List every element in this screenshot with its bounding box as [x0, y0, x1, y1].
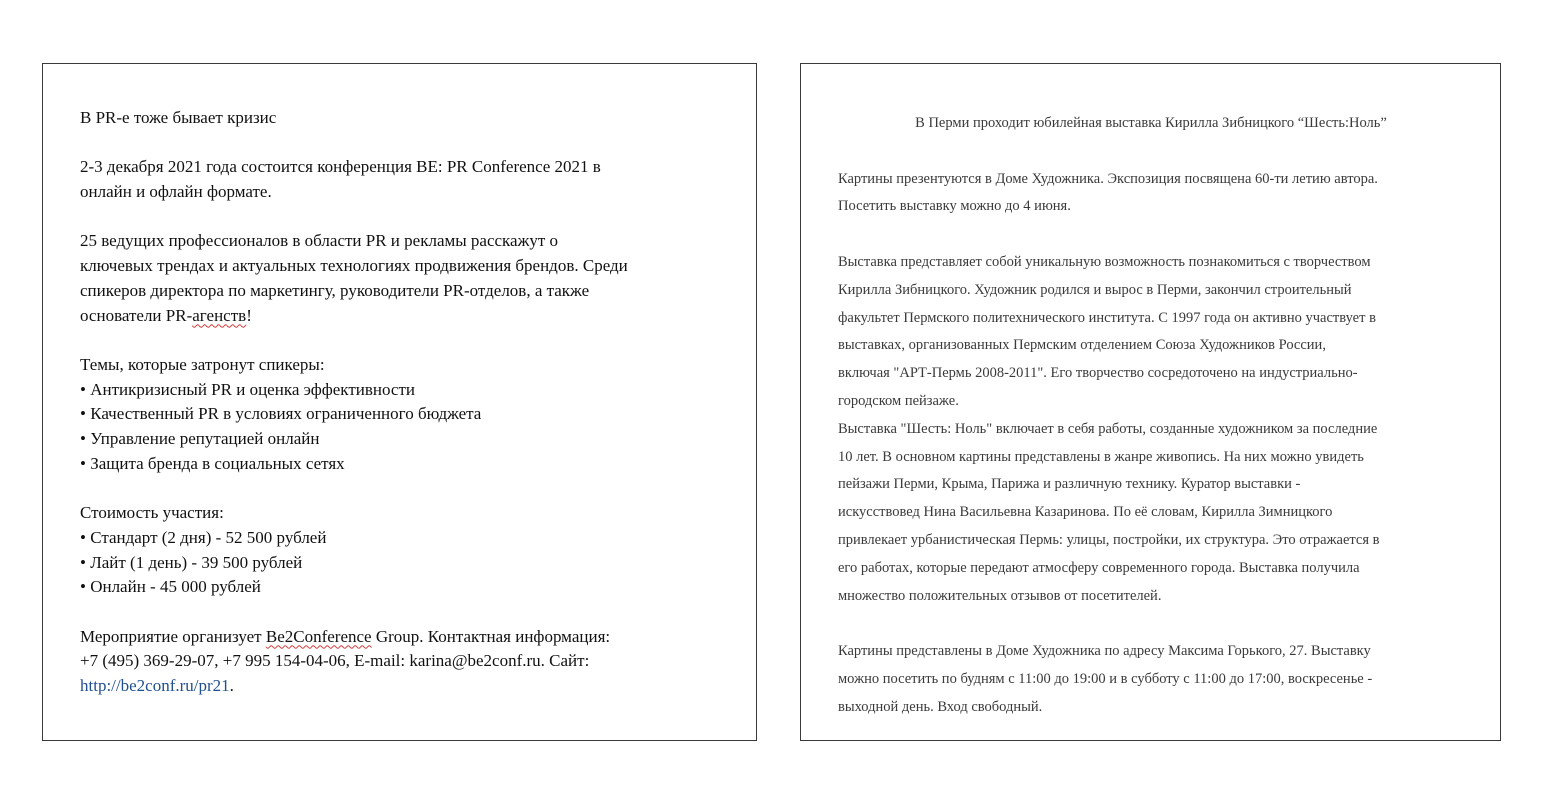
- paragraph-line: Картины представлены в Доме Художника по адресу Максима Горького, 27. Выставку: [838, 643, 1371, 660]
- price-item: • Лайт (1 день) - 39 500 рублей: [80, 552, 303, 572]
- prices-title: Стоимость участия:: [80, 503, 224, 523]
- paragraph-line: можно посетить по будням с 11:00 до 19:00 и в субботу с 11:00 до 17:00, воскресенье -: [838, 670, 1373, 687]
- paragraph-line: спикеров директора по маркетингу, руководители PR-отделов, а также: [80, 280, 590, 300]
- spellcheck-word[interactable]: агенств: [192, 305, 247, 325]
- doc-title: В Перми проходит юбилейная выставка Кирилла Зибницкого “Шесть:Ноль”: [915, 115, 1387, 131]
- doc-heading: В PR-е тоже бывает кризис: [80, 108, 277, 127]
- paragraph-line: Выставка "Шесть: Ноль" включает в себя работы, созданные художником за последние: [838, 420, 1378, 437]
- document-pr-conference: [42, 63, 757, 741]
- price-item: • Стандарт (2 дня) - 52 500 рублей: [80, 527, 327, 547]
- paragraph-line: его работах, которые передают атмосферу современного города. Выставка получила: [838, 559, 1360, 576]
- paragraph-line: включая "АРТ-Пермь 2008-2011". Его творчество сосредоточено на индустриально-: [838, 365, 1358, 382]
- paragraph-line: [80, 304, 720, 329]
- text-span: !: [246, 305, 252, 325]
- document-exhibition: [800, 63, 1501, 741]
- text-span: Мероприятие организует: [80, 626, 266, 646]
- text-span: Group. Контактная информация:: [371, 626, 611, 646]
- paragraph-line: пейзажи Перми, Крыма, Парижа и различную технику. Куратор выставки -: [838, 476, 1301, 493]
- paragraph-line: 25 ведущих профессионалов в области PR и рекламы расскажут о: [80, 231, 559, 251]
- paragraph-line: ключевых трендах и актуальных технологиях продвижения брендов. Среди: [80, 256, 628, 276]
- paragraph-line: городском пейзаже.: [838, 392, 959, 409]
- paragraph-line: выставках, организованных Пермским отделением Союза Художников России,: [838, 337, 1326, 354]
- topic-item: • Качественный PR в условиях ограниченного бюджета: [80, 404, 482, 424]
- topic-item: • Защита бренда в социальных сетях: [80, 453, 345, 473]
- site-line: [80, 674, 720, 699]
- paragraph-line: выходной день. Вход свободный.: [838, 698, 1043, 715]
- paragraph-line: Картины презентуются в Доме Художника. Экспозиция посвящена 60-ти летию автора.: [838, 170, 1378, 187]
- paragraph-line: множество положительных отзывов от посетителей.: [838, 587, 1162, 604]
- text-span: основатели PR-: [80, 305, 193, 325]
- topic-item: • Управление репутацией онлайн: [80, 429, 320, 449]
- paragraph-line: привлекает урбанистическая Пермь: улицы, постройки, их структура. Это отражается в: [838, 531, 1380, 548]
- paragraph-line: Посетить выставку можно до 4 июня.: [838, 198, 1071, 215]
- paragraph-line: факультет Пермского политехнического института. С 1997 года он активно участвует в: [838, 309, 1376, 326]
- intro-line: онлайн и офлайн формате.: [80, 182, 272, 202]
- paragraph-line: искусствовед Нина Васильевна Казаринова. По её словам, Кирилла Зимницкого: [838, 504, 1333, 521]
- topic-item: • Антикризисный PR и оценка эффективности: [80, 379, 415, 399]
- organizer-line: [80, 625, 720, 650]
- paragraph-line: Кирилла Зибницкого. Художник родился и вырос в Перми, закончил строительный: [838, 281, 1352, 298]
- paragraph-line: 10 лет. В основном картины представлены в жанре живопись. На них можно увидеть: [838, 448, 1364, 465]
- text-span: .: [229, 676, 234, 696]
- spellcheck-word[interactable]: Be2Conference: [265, 626, 372, 646]
- price-item: • Онлайн - 45 000 рублей: [80, 577, 261, 597]
- site-link[interactable]: http://be2conf.ru/pr21: [80, 676, 230, 696]
- paragraph-line: Выставка представляет собой уникальную возможность познакомиться с творчеством: [838, 253, 1371, 270]
- contacts-line: +7 (495) 369-29-07, +7 995 154-04-06, E-mail: karina@be2conf.ru. Сайт:: [80, 651, 590, 671]
- topics-title: Темы, которые затронут спикеры:: [80, 354, 325, 374]
- intro-line: 2-3 декабря 2021 года состоится конференция BE: PR Conference 2021 в: [80, 157, 601, 177]
